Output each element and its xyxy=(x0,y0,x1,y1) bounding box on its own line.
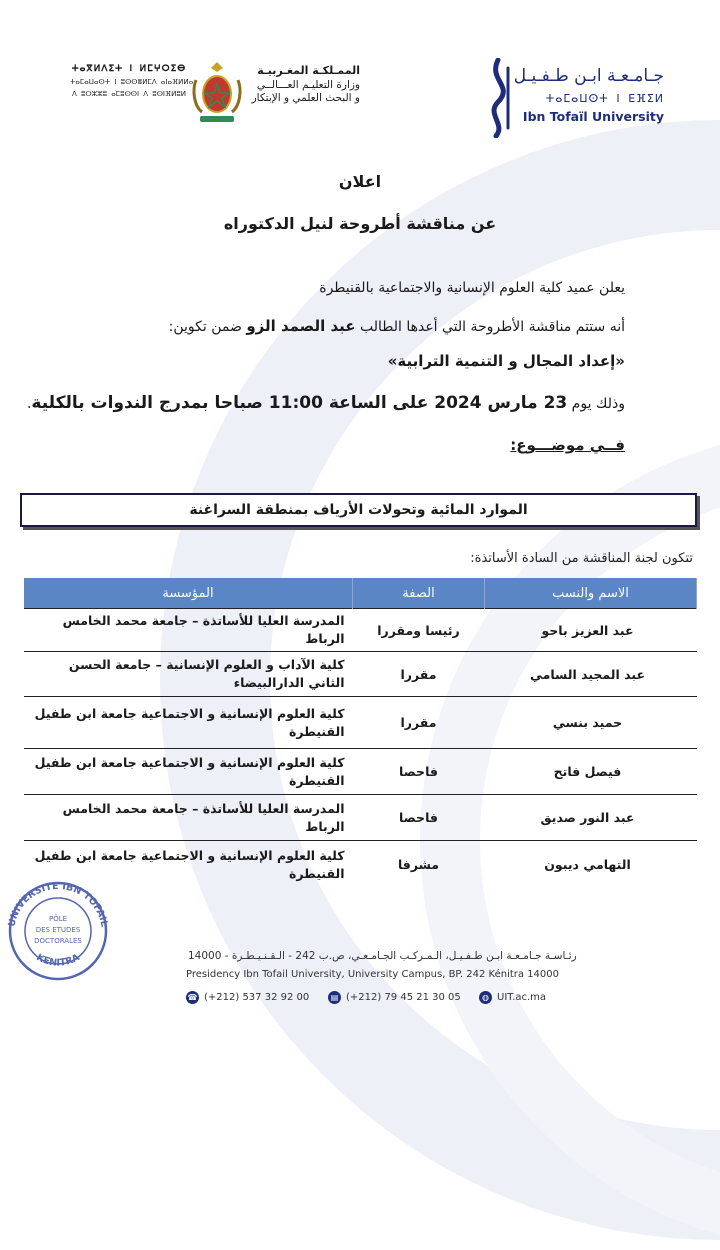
jury-name: عبد النور صديق xyxy=(485,795,697,841)
jury-name: حميد بنسي xyxy=(485,697,697,749)
thesis-topic-box xyxy=(20,493,697,527)
date-line xyxy=(27,393,625,413)
announcement-subtitle: عن مناقشة أطروحة لنيل الدكتوراه xyxy=(223,214,497,233)
ministry-header xyxy=(70,64,360,134)
doctoral-studies-stamp xyxy=(0,877,112,981)
ministry-tifinagh-line: ⵜⴰⵎⴰⵡⴰⵙⵜ ⵏ ⵓⵙⵙⴻⵍⵎⴷ ⴰⵏⴰⴼⵍⵍⴰ xyxy=(70,78,194,86)
table-row xyxy=(24,795,697,841)
table-row xyxy=(24,749,697,795)
stamp-center-line: PÔLE xyxy=(48,915,68,923)
training-name: «إعداد المجال و التنمية الترابية» xyxy=(387,352,625,370)
defense-line-post: ضمن تكوين: xyxy=(168,319,247,335)
jury-name: عبد المجيد السامي xyxy=(485,652,697,697)
jury-role: رئيسا ومقررا xyxy=(353,609,485,652)
stamp-ring-bottom: KENITRA xyxy=(34,952,82,969)
jury-name: فيصل فاتح xyxy=(485,749,697,795)
jury-name: عبد العزيز باحو xyxy=(485,609,697,652)
header-role: الصفة xyxy=(353,578,485,609)
jury-name: التهامي ديبون xyxy=(485,841,697,889)
thesis-topic: الموارد المائية وتحولات الأرياف بمنطقة السراغنة xyxy=(189,502,528,518)
stamp-ring-top: UNIVERSITE IBN TOFAIL xyxy=(6,880,110,928)
ministry-tifinagh xyxy=(70,64,194,98)
jury-institution: المدرسة العليا للأساتذة – جامعة محمد الخامس الرباط xyxy=(24,609,353,652)
jury-role: فاحصا xyxy=(353,795,485,841)
ministry-tifinagh-line: ⵜⴰⴳⵍⴷⵉⵜ ⵏ ⵍⵎⵖⵔⵉⴱ xyxy=(71,64,187,74)
phone-icon: ☎ xyxy=(187,993,198,1002)
header-institution: المؤسسة xyxy=(24,578,353,609)
fax-number: (+212) 79 45 21 30 05 xyxy=(346,992,461,1003)
coat-of-arms-icon xyxy=(190,60,244,126)
jury-institution: المدرسة العليا للأساتذة – جامعة محمد الخامس الرباط xyxy=(24,795,353,841)
ministry-ar-line: وزارة التعليـم العـــالــي xyxy=(256,79,360,91)
student-name: عبد الصمد الزو xyxy=(246,317,356,335)
fax-icon: ▤ xyxy=(328,991,341,1004)
stamp-center-line: DES ETUDES xyxy=(35,926,81,934)
defense-line xyxy=(169,317,625,335)
table-row xyxy=(24,841,697,889)
ministry-arabic xyxy=(252,64,360,104)
jury-institution: كلية العلوم الإنسانية و الاجتماعية جامعة ابن طفيل القنيطرة xyxy=(24,749,353,795)
globe-icon: ◍ xyxy=(479,991,492,1004)
university-name-ar: جـامـعـة ابـن طـفـيـل xyxy=(513,66,664,86)
jury-institution: كلية الآداب و العلوم الإنسانية – جامعة الحسن الثاني الدارالبيضاء xyxy=(24,652,353,697)
footer-address-ar: رئـاسـة جـامـعـة ابـن طـفـيـل، الـمـركـب الجـامـعـي، ص.ب 242 - الـقـنـيـطـرة - 14000 xyxy=(188,950,577,962)
web-link[interactable]: UIT.ac.ma xyxy=(497,992,547,1003)
committee-intro: تتكون لجنة المناقشة من السادة الأساتذة: xyxy=(470,551,693,566)
table-row xyxy=(24,609,697,652)
phone-number: (+212) 537 32 92 00 xyxy=(204,992,310,1003)
jury-role: فاحصا xyxy=(353,749,485,795)
jury-table xyxy=(24,578,697,889)
jury-institution: كلية العلوم الإنسانية و الاجتماعية جامعة ابن طفيل القنيطرة xyxy=(24,841,353,889)
jury-table-header xyxy=(24,578,697,609)
dean-line: يعلن عميد كلية العلوم الإنسانية والاجتماعية بالقنيطرة xyxy=(319,280,625,296)
ministry-ar-line: و البحث العلمي و الإبتكار xyxy=(251,92,360,104)
stamp-center-line: DOCTORALES xyxy=(34,937,82,945)
topic-label: فــي موضـــوع: xyxy=(510,436,625,454)
footer-web xyxy=(479,991,546,1004)
date-line-end: . xyxy=(26,396,32,412)
date-time-location: 23 مارس 2024 على الساعة 11:00 صباحا بمدرج الندوات بالكلية xyxy=(31,393,568,413)
jury-role: مقررا xyxy=(353,652,485,697)
ministry-tifinagh-line: ⴷ ⵓⵔⵣⵣⵓ ⴰⵎⵓⵙⵙⵏ ⴷ ⵓⵙⵏⴼⵍⵓⵍ xyxy=(71,90,187,98)
university-name-en: Ibn Tofaïl University xyxy=(522,109,664,124)
university-logo xyxy=(484,58,664,138)
announcement-title: اعلان xyxy=(338,172,382,191)
jury-role: مشرفا xyxy=(353,841,485,889)
footer-phone xyxy=(186,991,309,1004)
defense-line-pre: أنه ستتم مناقشة الأطروحة التي أعدها الطالب xyxy=(355,319,625,335)
footer-address-en: Presidency Ibn Tofail University, University Campus, BP. 242 Kénitra 14000 xyxy=(186,969,560,980)
university-name-tifinagh: ⵜⴰⵎⴰⵡⵙⵜ ⵏ ⴹⴼⵉⵍ xyxy=(545,92,664,105)
jury-institution: كلية العلوم الإنسانية و الاجتماعية جامعة ابن طفيل القنيطرة xyxy=(24,697,353,749)
footer-fax xyxy=(328,991,461,1004)
table-row xyxy=(24,652,697,697)
jury-role: مقررا xyxy=(353,697,485,749)
ministry-ar-line: الممـلكـة المغـربيـة xyxy=(257,64,360,77)
header-name: الاسم والنسب xyxy=(485,578,697,609)
table-row xyxy=(24,697,697,749)
date-line-pre: وذلك يوم xyxy=(567,396,625,412)
